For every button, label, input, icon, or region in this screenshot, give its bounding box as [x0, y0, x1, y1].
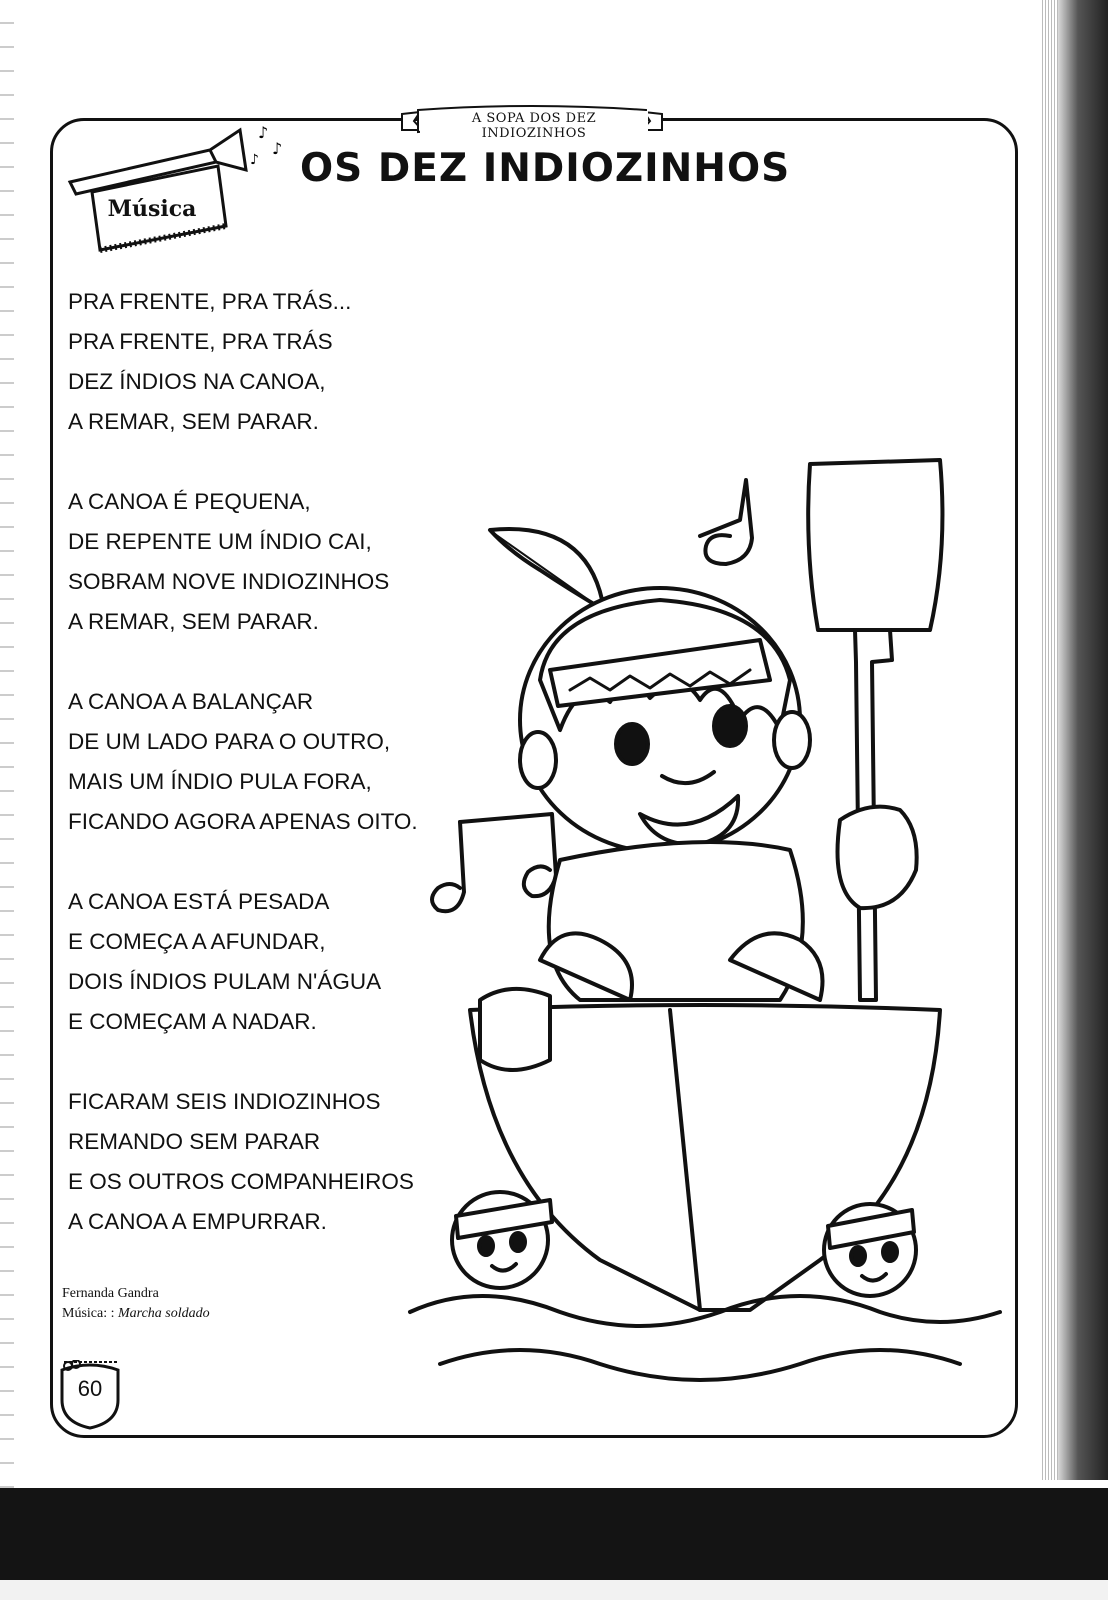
page-number: 60: [77, 1376, 103, 1401]
scan-bottom-margin: [0, 1580, 1108, 1600]
music-credit-value: Marcha soldado: [118, 1306, 210, 1321]
svg-text:♪: ♪: [258, 123, 269, 142]
lyric-line: A CANOA A BALANÇAR: [68, 689, 314, 714]
trumpet-music-icon: [60, 120, 290, 270]
lyric-line: PRA FRENTE, PRA TRÁS...: [68, 289, 352, 314]
spiral-binding: [0, 0, 14, 1600]
lyric-line: REMANDO SEM PARAR: [68, 1129, 321, 1154]
lyric-line: PRA FRENTE, PRA TRÁS: [68, 329, 333, 354]
lyric-line: DOIS ÍNDIOS PULAM N'ÁGUA: [68, 969, 382, 994]
svg-text:♪: ♪: [250, 152, 259, 168]
lyric-line: E COMEÇA A AFUNDAR,: [68, 929, 326, 954]
lyric-line: SOBRAM NOVE INDIOZINHOS: [68, 569, 390, 594]
lyric-line: E COMEÇAM A NADAR.: [68, 1009, 317, 1034]
banner-text: A SOPA DOS DEZ INDIOZINHOS: [420, 111, 648, 141]
music-credit-label: Música: :: [62, 1306, 115, 1321]
credits: [62, 1284, 302, 1324]
lyric-line: A REMAR, SEM PARAR.: [68, 609, 319, 634]
canoe-illustration: [400, 440, 1020, 1440]
lyric-line: A REMAR, SEM PARAR.: [68, 409, 319, 434]
lyric-line: A CANOA ESTÁ PESADA: [68, 889, 330, 914]
lyric-line: FICARAM SEIS INDIOZINHOS: [68, 1089, 381, 1114]
stanza-1: [68, 282, 488, 442]
music-badge-label: Música: [107, 196, 197, 222]
author-credit: Fernanda Gandra: [62, 1286, 159, 1301]
lyric-line: MAIS UM ÍNDIO PULA FORA,: [68, 769, 372, 794]
lyric-line: A CANOA É PEQUENA,: [68, 489, 311, 514]
page-title: OS DEZ INDIOZINHOS: [300, 146, 791, 191]
page-stack-edge: [1040, 0, 1058, 1480]
lyric-line: A CANOA A EMPURRAR.: [68, 1209, 327, 1234]
svg-text:♪: ♪: [272, 139, 283, 158]
lyric-line: DE UM LADO PARA O OUTRO,: [68, 729, 391, 754]
lyric-line: FICANDO AGORA APENAS OITO.: [68, 809, 418, 834]
music-credit: [62, 1304, 302, 1324]
lyric-line: DEZ ÍNDIOS NA CANOA,: [68, 369, 326, 394]
lyric-line: E OS OUTROS COMPANHEIROS: [68, 1169, 414, 1194]
book-edge-shadow: [1058, 0, 1108, 1480]
lyric-line: DE REPENTE UM ÍNDIO CAI,: [68, 529, 372, 554]
